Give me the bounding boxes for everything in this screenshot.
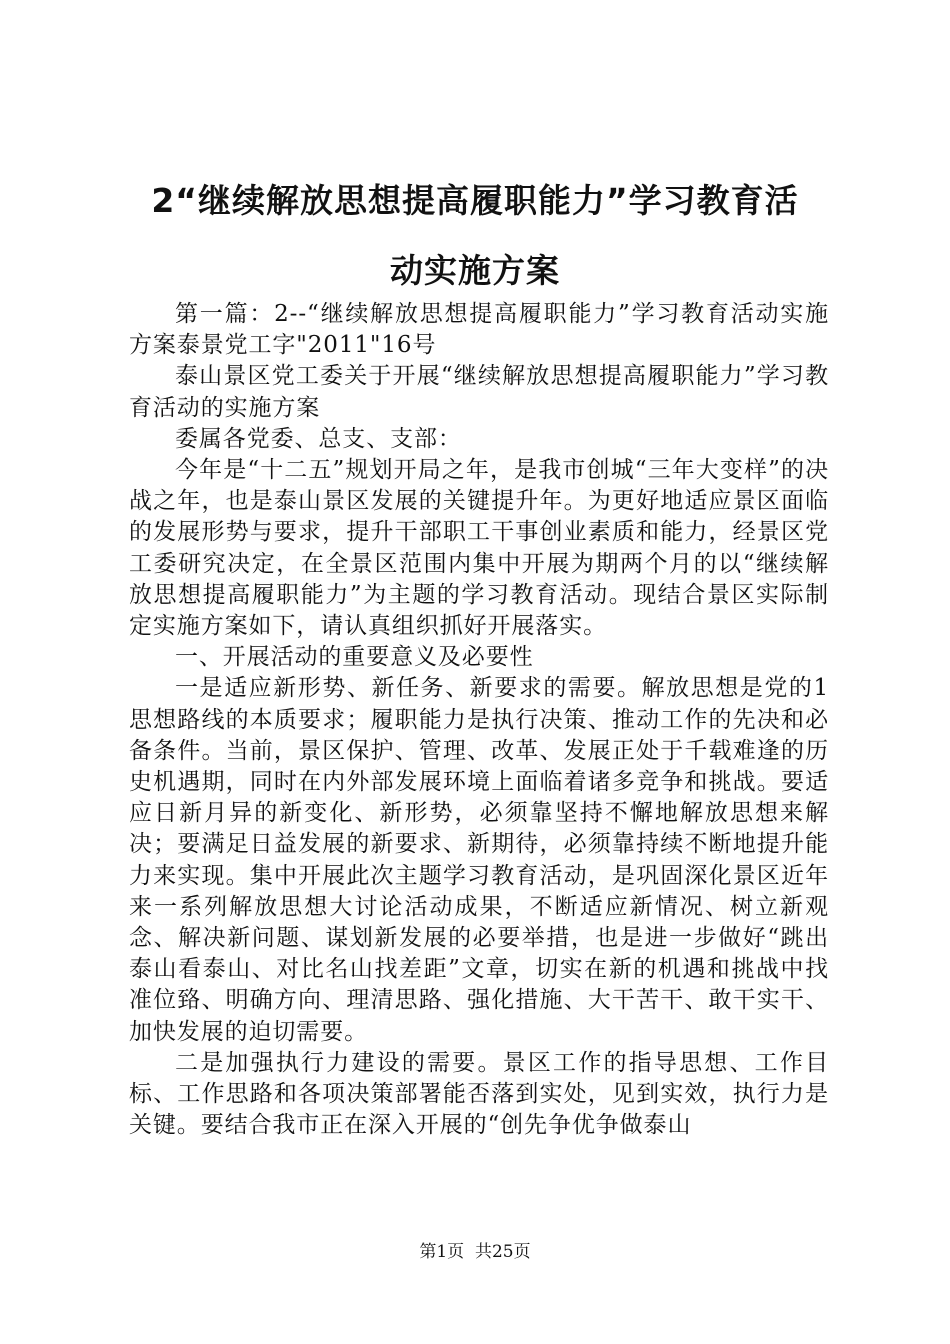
- paragraph: 委属各党委、总支、支部：: [175, 425, 462, 452]
- paragraph: 今年是“十二五”规划开局之年，是我市创城“三年大变样”的决战之年，也是泰山景区发展的关键提升年。为更好地适应景区面临的发展形势与要求，提升干部职工干事创业素质和能力，经景区党工委研究决定，在全景区范围内集中开展为期两个月的以“继续解放思想提高履职能力”为主题的学习教育活动。现结合景区实际制定实施方案如下，请认真组织抓好开展落实。: [129, 457, 829, 640]
- page-footer: [0, 1241, 950, 1263]
- document-body: [129, 299, 829, 1141]
- paragraph: 第一篇：2--“继续解放思想提高履职能力”学习教育活动实施方案泰景党工字"2011"16号: [129, 301, 829, 359]
- paragraph: 泰山景区党工委关于开展“继续解放思想提高履职能力”学习教育活动的实施方案: [129, 363, 829, 421]
- paragraph: 一是适应新形势、新任务、新要求的需要。解放思想是党的1思想路线的本质要求；履职能力是执行决策、推动工作的先决和必备条件。当前，景区保护、管理、改革、发展正处于千载难逢的历史机遇期，同时在内外部发展环境上面临着诸多竞争和挑战。要适应日新月异的新变化、新形势，必须靠坚持不懈地解放思想来解决；要满足日益发展的新要求、新期待，必须靠持续不断地提升能力来实现。集中开展此次主题学习教育活动，是巩固深化景区近年来一系列解放思想大讨论活动成果，不断适应新情况、树立新观念、解决新问题、谋划新发展的必要举措，也是进一步做好“跳出泰山看泰山、对比名山找差距”文章，切实在新的机遇和挑战中找准位臵、明确方向、理清思路、强化措施、大干苦干、敢干实干、加快发展的迫切需要。: [129, 675, 829, 1045]
- page-number: 第1页 共25页: [419, 1242, 531, 1262]
- document-title: [110, 166, 840, 306]
- title-line-1: 2“继续解放思想提高履职能力”学习教育活: [151, 181, 799, 220]
- title-line-2: 动实施方案: [390, 251, 560, 290]
- section-heading: 一、开展活动的重要意义及必要性: [175, 644, 534, 671]
- paragraph: 二是加强执行力建设的需要。景区工作的指导思想、工作目标、工作思路和各项决策部署能否落到实处，见到实效，执行力是关键。要结合我市正在深入开展的“创先争优争做泰山: [129, 1049, 829, 1139]
